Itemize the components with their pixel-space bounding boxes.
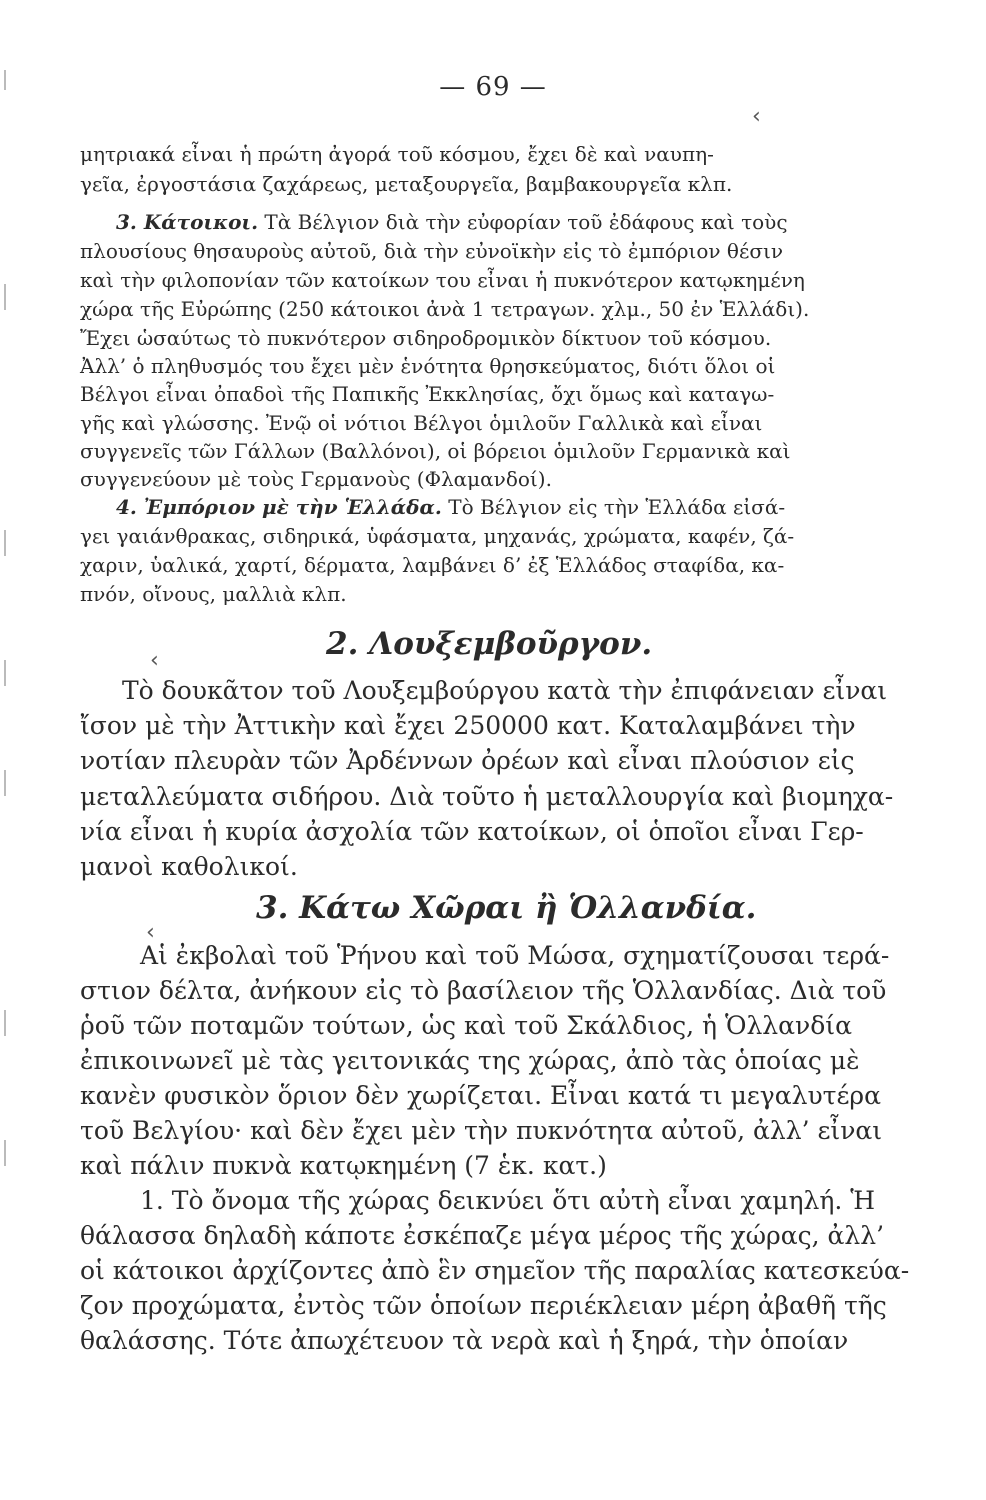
text-line: ῥοῦ τῶν ποταμῶν τούτων, ὡς καὶ τοῦ Σκάλδιος, ἡ Ὁλλανδία bbox=[80, 1011, 852, 1040]
page-edge-mark bbox=[4, 770, 6, 796]
text-line: Ἀλλ’ ὁ πληθυσμός του ἔχει μὲν ἑνότητα θρησκεύματος, διότι ὅλοι οἱ bbox=[80, 354, 776, 378]
text-line: Τὸ δουκᾶτον τοῦ Λουξεμβούργου κατὰ τὴν ἐπιφάνειαν εἶναι bbox=[122, 676, 888, 705]
text-line: πλουσίους θησαυροὺς αὐτοῦ, διὰ τὴν εὐνοϊκὴν εἰς τὸ ἐμπόριον θέσιν bbox=[80, 239, 783, 263]
text-line: συγγενεύουν μὲ τοὺς Γερμανοὺς (Φλαμανδοί). bbox=[80, 467, 552, 491]
page-edge-mark bbox=[4, 284, 6, 310]
text-line: νοτίαν πλευρὰν τῶν Ἀρδέννων ὀρέων καὶ εἶναι πλούσιον εἰς bbox=[80, 746, 855, 775]
section-heading: 3. Κάτω Χῶραι ἢ Ὁλλανδία. bbox=[256, 890, 757, 926]
text-line: 1. Τὸ ὄνομα τῆς χώρας δεικνύει ὅτι αὐτὴ εἶναι χαμηλή. Ἡ bbox=[140, 1186, 876, 1215]
text-line: ζον προχώματα, ἐντὸς τῶν ὁποίων περιέκλειαν μέρη ἀβαθῆ τῆς bbox=[80, 1291, 887, 1320]
text-line: συγγενεῖς τῶν Γάλλων (Βαλλόνοι), οἱ βόρειοι ὁμιλοῦν Γερμανικὰ καὶ bbox=[80, 439, 791, 463]
text-line: χώρα τῆς Εὐρώπης (250 κάτοικοι ἀνὰ 1 τετραγων. χλμ., 50 ἐν Ἑλλάδι). bbox=[80, 297, 810, 321]
text-line: καὶ τὴν φιλοπονίαν τῶν κατοίκων του εἶναι ἡ πυκνότερον κατῳκημένη bbox=[80, 268, 805, 292]
text-run: Τὸ Βέλγιον εἰς τὴν Ἑλλάδα εἰσά- bbox=[441, 495, 786, 519]
text-line: τοῦ Βελγίου· καὶ δὲν ἔχει μὲν τὴν πυκνότητα αὐτοῦ, ἀλλ’ εἶναι bbox=[80, 1116, 883, 1145]
page-number: — 69 — bbox=[439, 72, 547, 102]
text-line: οἱ κάτοικοι ἀρχίζοντες ἀπὸ ἓν σημεῖον τῆς παραλίας κατεσκεύα- bbox=[80, 1256, 910, 1285]
text-line: Αἱ ἐκβολαὶ τοῦ Ῥήνου καὶ τοῦ Μώσα, σχηματίζουσαι τερά- bbox=[140, 941, 890, 970]
text-line: θαλάσσης. Τότε ἀπωχέτευον τὰ νερὰ καὶ ἡ ξηρά, τὴν ὁποίαν bbox=[80, 1326, 849, 1355]
pencil-arrow-mark: ‹ bbox=[146, 920, 155, 945]
pencil-arrow-mark: ‹ bbox=[150, 648, 159, 673]
text-line: ἐπικοινωνεῖ μὲ τὰς γειτονικάς της χώρας, ἀπὸ τὰς ὁποίας μὲ bbox=[80, 1046, 860, 1075]
pencil-arrow-mark: ‹ bbox=[752, 104, 761, 129]
section-heading: 2. Λουξεμβοῦργον. bbox=[326, 626, 653, 662]
text-line: μητριακά εἶναι ἡ πρώτη ἀγορά τοῦ κόσμου, ἔχει δὲ καὶ ναυπη- bbox=[80, 142, 714, 166]
text-line: νία εἶναι ἡ κυρία ἀσχολία τῶν κατοίκων, οἱ ὁποῖοι εἶναι Γερ- bbox=[80, 817, 864, 846]
page-edge-mark bbox=[4, 660, 6, 686]
section-paragraph-start bbox=[116, 495, 785, 519]
text-line: Βέλγοι εἶναι ὀπαδοὶ τῆς Παπικῆς Ἐκκλησίας, ὄχι ὅμως καὶ καταγω- bbox=[80, 382, 775, 406]
text-line: ἴσον μὲ τὴν Ἀττικὴν καὶ ἔχει 250000 κατ. Καταλαμβάνει τὴν bbox=[80, 711, 856, 740]
section-label: 3. Κάτοικοι. bbox=[116, 210, 259, 234]
page-edge-mark bbox=[4, 1140, 6, 1166]
page-edge-mark bbox=[4, 530, 6, 556]
text-line: κανὲν φυσικὸν ὅριον δὲν χωρίζεται. Εἶναι κατά τι μεγαλυτέρα bbox=[80, 1081, 882, 1110]
text-line: μεταλλεύματα σιδήρου. Διὰ τοῦτο ἡ μεταλλουργία καὶ βιομηχα- bbox=[80, 782, 894, 811]
text-line: χαριν, ὑαλικά, χαρτί, δέρματα, λαμβάνει δ’ ἐξ Ἑλλάδος σταφίδα, κα- bbox=[80, 553, 785, 577]
text-line: γεῖα, ἐργοστάσια ζαχάρεως, μεταξουργεῖα, βαμβακουργεῖα κλπ. bbox=[80, 172, 733, 196]
section-label: 4. Ἐμπόριον μὲ τὴν Ἑλλάδα. bbox=[116, 495, 442, 519]
section-paragraph-start bbox=[116, 210, 788, 234]
text-line: στιον δέλτα, ἀνήκουν εἰς τὸ βασίλειον τῆς Ὁλλανδίας. Διὰ τοῦ bbox=[80, 976, 887, 1005]
text-run: Τὰ Βέλγιον διὰ τὴν εὐφορίαν τοῦ ἐδάφους καὶ τοὺς bbox=[258, 210, 788, 234]
text-line: πνόν, οἴνους, μαλλιὰ κλπ. bbox=[80, 582, 347, 606]
text-line: καὶ πάλιν πυκνὰ κατῳκημένη (7 ἑκ. κατ.) bbox=[80, 1151, 607, 1180]
text-line: θάλασσα δηλαδὴ κάποτε ἐσκέπαζε μέγα μέρος τῆς χώρας, ἀλλ’ bbox=[80, 1221, 885, 1250]
text-line: μανοὶ καθολικοί. bbox=[80, 852, 298, 881]
text-line: γει γαιάνθρακας, σιδηρικά, ὑφάσματα, μηχανάς, χρώματα, καφέν, ζά- bbox=[80, 524, 795, 548]
page-edge-mark bbox=[4, 1010, 6, 1036]
text-line: Ἔχει ὡσαύτως τὸ πυκνότερον σιδηροδρομικὸν δίκτυον τοῦ κόσμου. bbox=[80, 326, 772, 350]
text-line: γῆς καὶ γλώσσης. Ἐνῷ οἱ νότιοι Βέλγοι ὁμιλοῦν Γαλλικὰ καὶ εἶναι bbox=[80, 411, 763, 435]
